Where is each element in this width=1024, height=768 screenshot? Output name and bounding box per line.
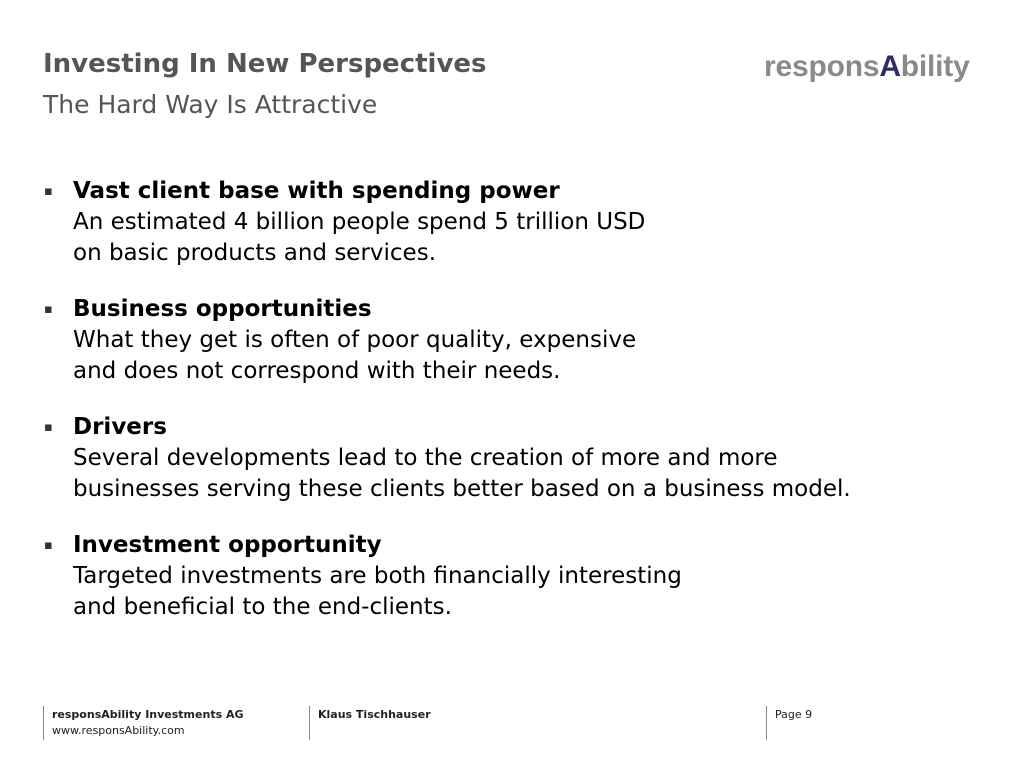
slide-subtitle: The Hard Way Is Attractive — [43, 90, 378, 119]
responsability-logo — [764, 50, 970, 84]
bullet-heading: Investment opportunity — [73, 532, 382, 558]
footer-divider — [309, 706, 310, 740]
footer-page-number: Page 9 — [775, 708, 813, 721]
bullet-line: Several developments lead to the creation of more and more — [73, 445, 778, 471]
bullet-line: and does not correspond with their needs. — [73, 358, 561, 384]
slide-title: Investing In New Perspectives — [43, 49, 487, 79]
bullet-heading: Business opportunities — [73, 296, 372, 322]
logo-suffix: bility — [900, 50, 970, 83]
bullet-line: on basic products and services. — [73, 240, 437, 266]
bullet-list — [43, 176, 1003, 648]
bullet-line: and beneficial to the end-clients. — [73, 594, 452, 620]
bullet-item — [43, 176, 1003, 269]
bullet-item — [43, 530, 1003, 623]
logo-accent-letter: A — [879, 50, 901, 83]
footer-author: Klaus Tischhauser — [318, 708, 431, 721]
bullet-heading: Drivers — [73, 414, 167, 440]
bullet-line: An estimated 4 billion people spend 5 trillion USD — [73, 209, 646, 235]
footer-website[interactable]: www.responsAbility.com — [52, 724, 185, 737]
bullet-line: businesses serving these clients better based on a business model. — [73, 476, 851, 502]
bullet-marker-icon: ▪ — [44, 538, 53, 553]
footer-company: responsAbility Investments AG — [52, 708, 244, 721]
bullet-item — [43, 412, 1003, 505]
bullet-line: What they get is often of poor quality, expensive — [73, 327, 637, 353]
bullet-marker-icon: ▪ — [44, 302, 53, 317]
logo-prefix: respons — [764, 50, 880, 83]
footer-divider — [766, 706, 767, 740]
bullet-heading: Vast client base with spending power — [73, 178, 560, 204]
bullet-item — [43, 294, 1003, 387]
bullet-marker-icon: ▪ — [44, 184, 53, 199]
footer-divider — [43, 706, 44, 740]
bullet-marker-icon: ▪ — [44, 420, 53, 435]
bullet-line: Targeted investments are both financially interesting — [73, 563, 682, 589]
